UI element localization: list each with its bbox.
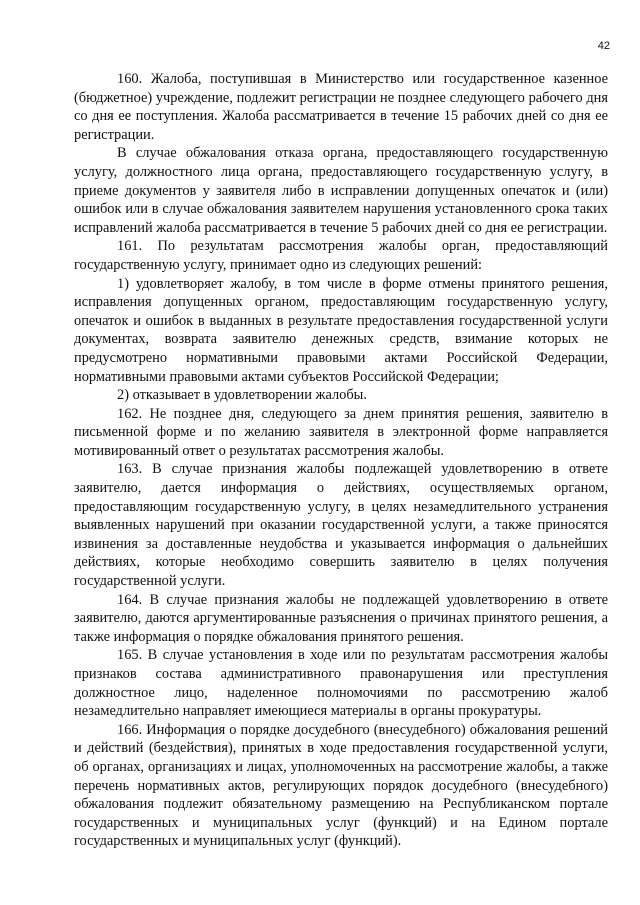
paragraph-163: 163. В случае признания жалобы подлежащей удовлетворению в ответе заявителю, дается информация о действиях, осуществляемых органом, предоставляющим государственную услугу, в целях незамедлительного устранения выявленных нарушений при оказании государственной услуги, а также приносятся извинения за доставленные неудобства и указывается информация о дальнейших действиях, которые необходимо совершить заявителю в целях получения государственной услуги.	[74, 461, 608, 590]
paragraph-160: 160. Жалоба, поступившая в Министерство или государственное казенное (бюджетное) учреждение, подлежит регистрации не позднее следующего рабочего дня со дня ее поступления. Жалоба рассматривается в течение 15 рабочих дней со дня ее регистрации.	[74, 71, 608, 143]
page-number: 42	[597, 40, 610, 52]
paragraph-162: 162. Не позднее дня, следующего за днем принятия решения, заявителю в письменной форме и по желанию заявителя в электронной форме направляется мотивированный ответ о результатах рассмотрения жалобы.	[74, 405, 608, 459]
paragraph-164: 164. В случае признания жалобы не подлежащей удовлетворению в ответе заявителю, даются аргументированные разъяснения о причинах принятого решения, а также информация о порядке обжалования принятого решения.	[74, 591, 608, 645]
paragraph-160-appeal-refusal: В случае обжалования отказа органа, предоставляющего государственную услугу, должностного лица органа, предоставляющего государственную услугу, в приеме документов у заявителя либо в исправлении допущенных опечаток и (или) ошибок или в случае обжалования заявителем нарушения установленного срока таких исправлений жалоба рассматривается в течение 5 рабочих дней со дня ее регистрации.	[74, 145, 608, 236]
paragraph-161-item-1: 1) удовлетворяет жалобу, в том числе в форме отмены принятого решения, исправления допущенных органом, предоставляющим государственную услугу, опечаток и ошибок в выданных в результате предоставления государственной услуги документах, возврата заявителю денежных средств, взимание которых не предусмотрено нормативными правовыми актами Российской Федерации, нормативными правовыми актами субъектов Российской Федерации;	[74, 275, 608, 385]
document-body	[74, 70, 608, 851]
paragraph-161-item-2: 2) отказывает в удовлетворении жалобы.	[117, 387, 367, 404]
paragraph-166: 166. Информация о порядке досудебного (внесудебного) обжалования решений и действий (бездействия), принятых в ходе предоставления государственной услуги, об органах, организациях и лицах, уполномоченных на рассмотрение жалобы, а также перечень нормативных актов, регулирующих порядок досудебного (внесудебного) обжалования подлежит обязательному размещению на Республиканском портале государственных и муниципальных услуг (функций) и на Едином портале государственных и муниципальных услуг (функций).	[74, 721, 608, 850]
paragraph-161: 161. По результатам рассмотрения жалобы орган, предоставляющий государственную услугу, принимает одно из следующих решений:	[74, 238, 608, 273]
paragraph-165: 165. В случае установления в ходе или по результатам рассмотрения жалобы признаков состава административного правонарушения или преступления должностное лицо, наделенное полномочиями по рассмотрению жалоб незамедлительно направляет имеющиеся материалы в органы прокуратуры.	[74, 647, 608, 720]
